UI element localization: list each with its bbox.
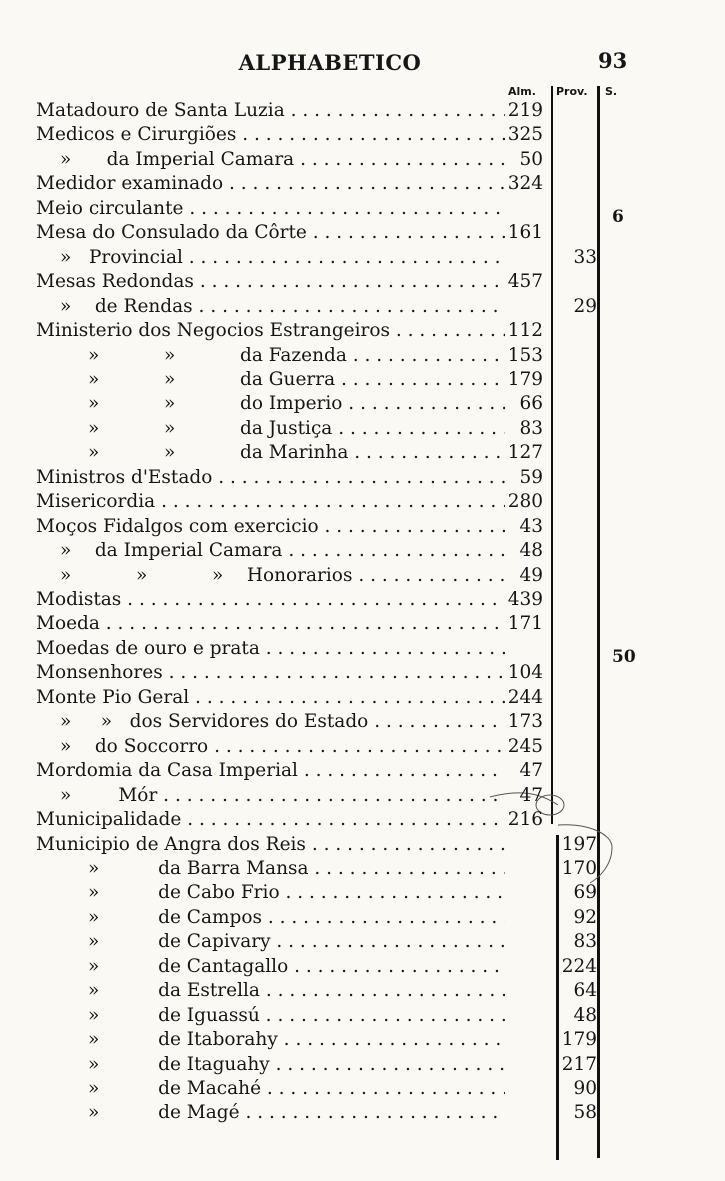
index-entry (0, 1101, 725, 1125)
index-entry (0, 319, 725, 343)
index-entry (0, 295, 725, 319)
index-entry (0, 979, 725, 1003)
entry-label: » » do Imperio . . . (88, 392, 505, 416)
entry-label: Matadouro de Santa Luzia . . . (36, 99, 505, 123)
entry-label: » do Soccorro . . . (60, 735, 505, 759)
prov-page-number: 48 (573, 1004, 597, 1026)
prov-page-number: 224 (561, 955, 597, 977)
index-entry (0, 686, 725, 710)
index-entry (0, 735, 725, 759)
index-entry (0, 417, 725, 441)
alm-page-number: 49 (519, 564, 543, 586)
entry-label: » de Capivary . . . (88, 930, 505, 954)
prov-page-number: 179 (561, 1029, 597, 1051)
entry-label: » de Rendas . . . (60, 295, 505, 319)
index-entry (0, 955, 725, 979)
entry-label: Municipio de Angra dos Reis . . . (36, 833, 505, 857)
index-entry (0, 1053, 725, 1077)
alm-page-number: 179 (507, 368, 543, 390)
index-entry (0, 588, 725, 612)
prov-page-number: 29 (573, 295, 597, 317)
alm-page-number: 161 (507, 222, 543, 244)
entry-label: Meio circulante . . . (36, 197, 505, 221)
entry-label: » » da Justiça . . . (88, 417, 505, 441)
index-entry (0, 99, 725, 123)
column-header-prov: Prov. (556, 85, 588, 98)
index-entry (0, 270, 725, 294)
index-entry (0, 392, 725, 416)
prov-page-number: 83 (573, 931, 597, 953)
entry-label: » de Magé . . . (88, 1101, 505, 1125)
index-entry (0, 857, 725, 881)
entry-label: Moços Fidalgos com exercicio . . . (36, 515, 505, 539)
alm-page-number: 244 (507, 686, 543, 708)
entry-label: » » da Fazenda . . . (88, 344, 505, 368)
entry-label: » de Campos . . . (88, 906, 505, 930)
entry-label: Mesas Redondas . . . (36, 270, 505, 294)
index-entry (0, 1028, 725, 1052)
index-entry (0, 759, 725, 783)
entry-label: Municipalidade . . . (36, 808, 505, 832)
entry-label: » » » Honorarios . . . (60, 564, 505, 588)
alm-page-number: 280 (507, 491, 543, 513)
index-entry (0, 564, 725, 588)
entry-label: Moedas de ouro e prata . . . (36, 637, 505, 661)
index-entry (0, 1004, 725, 1028)
prov-page-number: 58 (573, 1102, 597, 1124)
index-entry (0, 466, 725, 490)
index-entry (0, 930, 725, 954)
entry-label: Ministros d'Estado . . . (36, 466, 505, 490)
alm-page-number: 324 (507, 173, 543, 195)
prov-page-number: 33 (573, 246, 597, 268)
index-entry (0, 368, 725, 392)
page-number: 93 (598, 48, 628, 73)
entry-label: Monsenhores . . . (36, 661, 505, 685)
entry-label: Ministerio dos Negocios Estrangeiros . . . (36, 319, 505, 343)
s-page-number: 6 (612, 206, 624, 227)
index-entry (0, 833, 725, 857)
index-entry (0, 246, 725, 270)
alm-page-number: 83 (519, 417, 543, 439)
entry-label: Moeda . . . (36, 612, 505, 636)
alm-page-number: 104 (507, 662, 543, 684)
entry-label: Monte Pio Geral . . . (36, 686, 505, 710)
alm-page-number: 457 (507, 271, 543, 293)
alm-page-number: 48 (519, 540, 543, 562)
index-entry (0, 539, 725, 563)
entry-label: » de Itaborahy . . . (88, 1028, 505, 1052)
s-page-number: 50 (612, 646, 636, 667)
index-entry (0, 612, 725, 636)
alm-page-number: 153 (507, 344, 543, 366)
entry-label: » » da Guerra . . . (88, 368, 505, 392)
column-header-s: S. (605, 85, 618, 98)
entry-label: Misericordia . . . (36, 490, 505, 514)
alm-page-number: 112 (507, 320, 543, 342)
entry-label: » Provincial . . . (60, 246, 505, 270)
entry-label: Medicos e Cirurgiões . . . (36, 123, 505, 147)
index-entry (0, 172, 725, 196)
index-entry (0, 148, 725, 172)
entry-label: » da Estrella . . . (88, 979, 505, 1003)
entry-label: Mesa do Consulado da Côrte . . . (36, 221, 505, 245)
entry-label: » da Imperial Camara . . . (60, 539, 505, 563)
index-entry (0, 881, 725, 905)
entry-label: » de Cantagallo . . . (88, 955, 505, 979)
entry-label: Modistas . . . (36, 588, 505, 612)
alm-page-number: 171 (507, 613, 543, 635)
alm-page-number: 439 (507, 589, 543, 610)
alm-page-number: 47 (519, 760, 543, 782)
index-entry (0, 661, 725, 685)
column-header-alm: Alm. (508, 85, 536, 98)
entry-label: » de Iguassú . . . (88, 1004, 505, 1028)
index-entry (0, 906, 725, 930)
prov-page-number: 217 (561, 1053, 597, 1075)
prov-page-number: 69 (573, 882, 597, 904)
index-entry (0, 710, 725, 734)
prov-page-number: 90 (573, 1078, 597, 1099)
index-entry (0, 515, 725, 539)
index-entry (0, 441, 725, 465)
alm-page-number: 173 (507, 711, 543, 733)
alm-page-number: 216 (507, 809, 543, 831)
alm-page-number: 50 (519, 148, 543, 170)
alm-page-number: 325 (507, 124, 543, 146)
entry-label: Medidor examinado . . . (36, 172, 505, 196)
entry-label: » Mór . . . (60, 784, 505, 808)
entry-label: » » da Marinha . . . (88, 441, 505, 465)
alm-page-number: 219 (507, 100, 543, 121)
alm-page-number: 59 (519, 466, 543, 488)
prov-page-number: 64 (573, 980, 597, 1002)
entry-label: » » dos Servidores do Estado . . . (60, 710, 505, 734)
index-entry (0, 1077, 725, 1101)
index-entry (0, 344, 725, 368)
index-entry (0, 123, 725, 147)
page-title: ALPHABETICO (238, 50, 422, 75)
alm-page-number: 47 (519, 784, 543, 806)
index-entry (0, 221, 725, 245)
index-entry (0, 197, 725, 227)
entry-label: » de Itaguahy . . . (88, 1053, 505, 1077)
alm-page-number: 245 (507, 735, 543, 757)
alm-page-number: 43 (519, 515, 543, 537)
index-entry (0, 808, 725, 832)
alm-page-number: 66 (519, 393, 543, 415)
alm-page-number: 127 (507, 442, 543, 464)
entry-label: » da Imperial Camara . . . (60, 148, 505, 172)
prov-page-number: 92 (573, 906, 597, 928)
entry-label: » de Cabo Frio . . . (88, 881, 505, 905)
prov-page-number: 170 (561, 857, 597, 879)
index-entry (0, 490, 725, 514)
entry-label: » de Macahé . . . (88, 1077, 505, 1101)
prov-page-number: 197 (561, 833, 597, 855)
index-entry (0, 784, 725, 808)
entry-label: » da Barra Mansa . . . (88, 857, 505, 881)
index-entry (0, 637, 725, 667)
entry-label: Mordomia da Casa Imperial . . . (36, 759, 505, 783)
